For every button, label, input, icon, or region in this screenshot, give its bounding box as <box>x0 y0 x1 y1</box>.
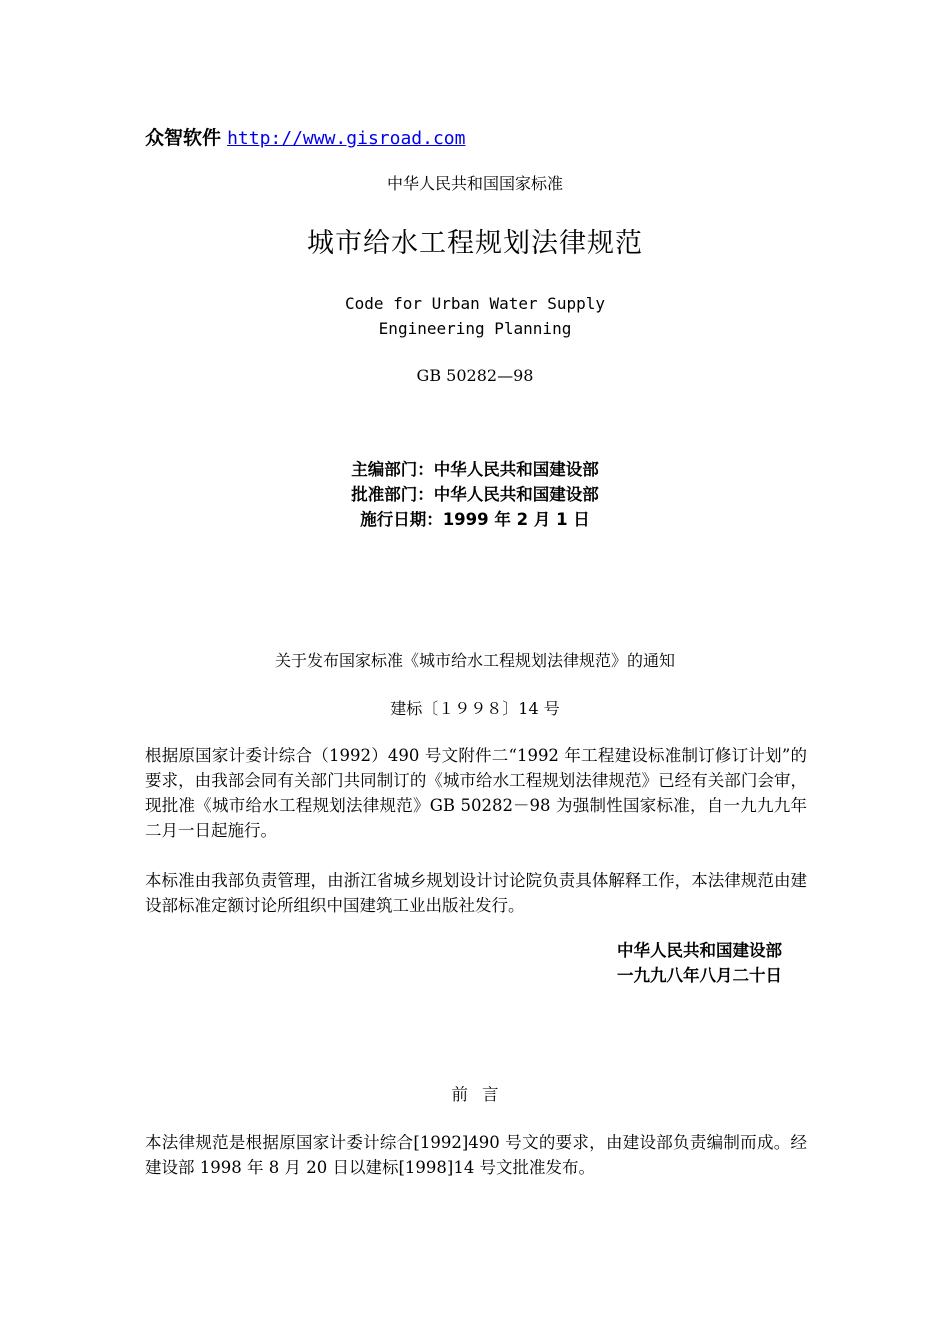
notice-number: 建标〔１９９８〕14 号 <box>390 699 560 718</box>
notice-paragraph-1: 根据原国家计委计综合（1992）490 号文附件二“1992 年工程建设标准制订修订计划”的要求，由我部会同有关部门共同制订的《城市给水工程规划法律规范》已经有关部门会审，现批准《城市给水工程规划法律规范》GB 50282－98 为强制性国家标准，自一九九九年二月一日起施行。 <box>145 746 807 840</box>
foreword-heading: 前言 <box>451 1085 513 1104</box>
page-header <box>145 124 465 153</box>
document-title: 城市给水工程规划法律规范 <box>307 228 643 259</box>
notice-title: 关于发布国家标准《城市给水工程规划法律规范》的通知 <box>274 651 675 670</box>
standard-label: 中华人民共和国国家标准 <box>386 174 563 193</box>
english-title-line2: Engineering Planning <box>378 319 572 338</box>
effective-date: 施行日期：1999 年 2 月 1 日 <box>360 510 590 529</box>
standard-code: GB 50282—98 <box>416 366 534 385</box>
approval-department: 批准部门：中华人民共和国建设部 <box>351 485 599 504</box>
notice-paragraph-2: 本标准由我部负责管理，由浙江省城乡规划设计讨论院负责具体解释工作，本法律规范由建设部标准定额讨论所组织中国建筑工业出版社发行。 <box>145 871 807 915</box>
notice-date: 一九九八年八月二十日 <box>617 966 782 985</box>
editor-department: 主编部门：中华人民共和国建设部 <box>351 460 599 479</box>
website-link[interactable]: http://www.gisroad.com <box>227 128 466 149</box>
brand-name: 众智软件 <box>145 127 222 149</box>
english-title-line1: Code for Urban Water Supply <box>344 294 606 313</box>
notice-signer: 中华人民共和国建设部 <box>617 941 782 960</box>
foreword-paragraph-1: 本法律规范是根据原国家计委计综合[1992]490 号文的要求，由建设部负责编制而成。经建设部 1998 年 8 月 20 日以建标[1998]14 号文批准发布。 <box>145 1133 807 1177</box>
